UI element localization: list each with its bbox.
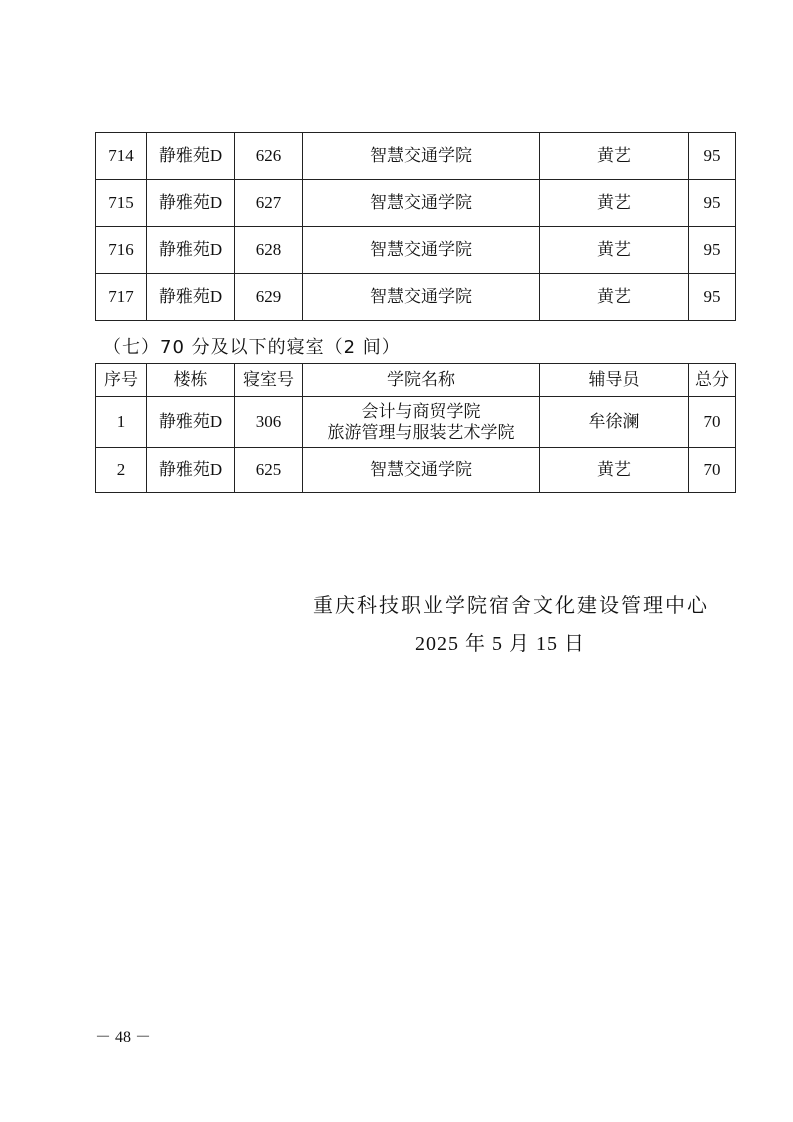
header-number: 序号 (96, 364, 147, 397)
table-row (96, 227, 736, 274)
row-number: 715 (96, 180, 147, 227)
header-room: 寝室号 (235, 364, 303, 397)
issue-date: 2025 年 5 月 15 日 (415, 633, 585, 655)
college-name: 智慧交通学院 (303, 274, 540, 321)
row-number: 717 (96, 274, 147, 321)
table-row (96, 274, 736, 321)
table-row (96, 180, 736, 227)
section-heading: （七）70 分及以下的寝室（2 间） (103, 337, 401, 358)
table-row (96, 133, 736, 180)
row-number: 716 (96, 227, 147, 274)
building: 静雅苑D (147, 448, 235, 493)
room-number: 626 (235, 133, 303, 180)
total-score: 95 (689, 274, 736, 321)
room-number: 627 (235, 180, 303, 227)
counselor: 黄艺 (540, 180, 689, 227)
college-name: 智慧交通学院 (303, 227, 540, 274)
room-number: 628 (235, 227, 303, 274)
building: 静雅苑D (147, 180, 235, 227)
counselor: 黄艺 (540, 133, 689, 180)
college-name (303, 397, 540, 448)
building: 静雅苑D (147, 227, 235, 274)
row-number: 1 (96, 397, 147, 448)
building: 静雅苑D (147, 274, 235, 321)
issuer-name: 重庆科技职业学院宿舍文化建设管理中心 (313, 595, 709, 617)
row-number: 714 (96, 133, 147, 180)
page-number: － 48 － (95, 1029, 152, 1046)
score-table-continued (95, 132, 736, 321)
room-number: 629 (235, 274, 303, 321)
counselor: 黄艺 (540, 448, 689, 493)
table-header-row (96, 364, 736, 397)
header-counselor: 辅导员 (540, 364, 689, 397)
room-number: 625 (235, 448, 303, 493)
total-score: 70 (689, 397, 736, 448)
room-number: 306 (235, 397, 303, 448)
total-score: 70 (689, 448, 736, 493)
table-row (96, 397, 736, 448)
counselor: 牟徐澜 (540, 397, 689, 448)
counselor: 黄艺 (540, 227, 689, 274)
college-name: 智慧交通学院 (303, 180, 540, 227)
score-table-section-7 (95, 363, 736, 493)
total-score: 95 (689, 227, 736, 274)
total-score: 95 (689, 180, 736, 227)
college-name-line: 旅游管理与服装艺术学院 (327, 423, 515, 442)
building: 静雅苑D (147, 397, 235, 448)
row-number: 2 (96, 448, 147, 493)
header-score: 总分 (689, 364, 736, 397)
college-name-line: 会计与商贸学院 (361, 402, 481, 421)
header-college: 学院名称 (303, 364, 540, 397)
college-name: 智慧交通学院 (303, 448, 540, 493)
header-building: 楼栋 (147, 364, 235, 397)
total-score: 95 (689, 133, 736, 180)
table-row (96, 448, 736, 493)
building: 静雅苑D (147, 133, 235, 180)
college-name: 智慧交通学院 (303, 133, 540, 180)
counselor: 黄艺 (540, 274, 689, 321)
